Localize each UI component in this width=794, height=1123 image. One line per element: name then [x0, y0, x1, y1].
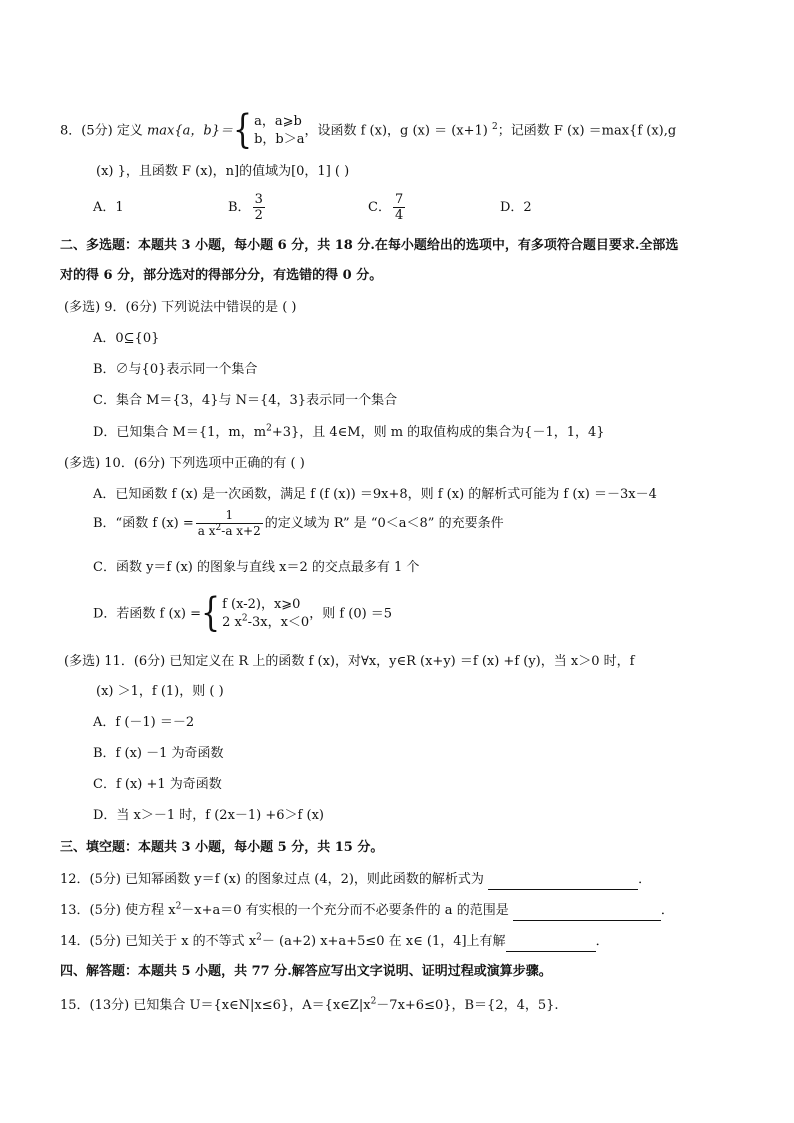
q13-exponent: 2: [175, 901, 182, 912]
q10-option-b-pre: B．“函数 f (x) =: [93, 516, 194, 531]
q9-option-c: C．集合 M＝{3，4}与 N＝{4，3}表示同一个集合: [93, 393, 398, 408]
q8-option-c-fraction: [393, 192, 405, 223]
q9-option-d: [93, 423, 605, 443]
q15-pre: 15．(13分) 已知集合 U＝{x∈N|x≤6}，A＝{x∈Z|x: [60, 998, 371, 1013]
q14-pre: 14．(5分) 已知关于 x 的不等式 x: [60, 934, 257, 949]
q13-post: －x+a＝0 有实根的一个充分而不必要条件的 a 的范围是: [181, 903, 513, 918]
q13-end: ．: [660, 903, 674, 918]
q10-den-part1: a x: [197, 524, 216, 538]
brace-icon: {: [201, 590, 221, 637]
q10-case-1: f (x-2)，x⩾0: [222, 597, 301, 612]
q11-option-c: C．f (x) +1 为奇函数: [93, 777, 222, 792]
q9-stem: (多选) 9．(6分) 下列说法中错误的是 ( ): [64, 300, 297, 315]
q13: [60, 901, 674, 921]
q13-answer-blank[interactable]: [513, 906, 661, 921]
q9-option-d-part2: +3}，且 4∈M，则 m 的取值构成的集合为{－1，1，4}: [271, 425, 605, 440]
fraction-denominator: 4: [394, 208, 404, 223]
q10-option-b-post: 的定义域为 R” 是 “0＜a＜8” 的充要条件: [264, 516, 504, 531]
section-4-heading: 四、解答题：本题共 5 小题，共 77 分.解答应写出文字说明、证明过程或演算步骤。: [60, 964, 552, 979]
q15-exponent: 2: [370, 996, 377, 1007]
q8-option-a: A．1: [93, 200, 124, 215]
q10-stem: (多选) 10．(6分) 下列选项中正确的有 ( ): [64, 456, 305, 471]
q8-option-d: D．2: [500, 200, 532, 215]
q12-end: ．: [638, 872, 652, 887]
q10-option-a: A．已知函数 f (x) 是一次函数，满足 f (f (x)) ＝9x+8，则 f (x) 的解析式可能为 f (x) ＝－3x－4: [93, 487, 657, 502]
q12-text: 12．(5分) 已知幂函数 y＝f (x) 的图象过点 (4，2)，则此函数的解析式为: [60, 872, 489, 887]
q8-exponent: 2: [492, 122, 498, 133]
q8-option-b: [228, 192, 267, 223]
q12: [60, 870, 651, 890]
q8-option-b-label: B．: [228, 200, 251, 215]
fraction-denominator: [196, 524, 263, 539]
brace-icon: {: [232, 107, 253, 154]
q10-den-exponent: 2: [215, 523, 222, 533]
q15-post: －7x+6≤0}，B＝{2，4，5}.: [376, 998, 559, 1013]
q8-cases: [254, 113, 304, 149]
q14: [60, 932, 609, 952]
q15: [60, 996, 559, 1016]
q8-option-c: [368, 192, 407, 223]
q14-post: － (a+2) x+a+5≤0 在 x∈ (1，4]上有解: [261, 934, 506, 949]
q8-case-1: a，a⩾b: [254, 114, 302, 129]
q9-option-a: A．0⊆{0}: [93, 331, 160, 346]
q8-option-b-fraction: [253, 192, 265, 223]
q8-line2: (x) }，且函数 F (x)，n]的值域为[0，1] ( ): [96, 164, 350, 179]
q12-answer-blank[interactable]: [488, 875, 638, 890]
q11-stem-line2: (x) ＞1，f (1)，则 ( ): [96, 684, 224, 699]
fraction-numerator: 1: [196, 508, 263, 524]
q14-exponent: 2: [256, 932, 262, 943]
q10-option-b-fraction: [196, 508, 263, 539]
q8-number: 8．(5分) 定义: [60, 123, 147, 139]
q10-case-2-part1: 2 x: [222, 615, 242, 630]
q14-answer-blank[interactable]: [506, 937, 596, 952]
q10-option-d-cases: [222, 596, 309, 632]
q8-tail-text: ；记函数 F (x) ＝max{f (x),g: [497, 123, 677, 139]
q10-option-d-pre: D．若函数 f (x) =: [93, 606, 201, 622]
q10-den-part2: -a x+2: [221, 524, 261, 538]
q10-option-d-post: ，则 f (0) ＝5: [309, 606, 393, 622]
fraction-numerator: 7: [394, 192, 404, 207]
section-2-heading: 二、多选题：本题共 3 小题，每小题 6 分，共 18 分.在每小题给出的选项中，有多项符合题目要求.全部选: [60, 238, 679, 253]
q10-option-b: [93, 508, 504, 539]
section-3-heading: 三、填空题：本题共 3 小题，每小题 5 分，共 15 分。: [60, 840, 384, 855]
q8-max-def: max{a，b}＝: [146, 123, 233, 139]
q9-option-b: B．∅与{0}表示同一个集合: [93, 362, 258, 377]
q11-option-b: B．f (x) －1 为奇函数: [93, 746, 224, 761]
q11-option-d: D．当 x＞－1 时，f (2x－1) +6＞f (x): [93, 808, 324, 823]
q9-option-d-part1: D．已知集合 M＝{1，m，m: [93, 425, 267, 440]
q10-case-2: [222, 614, 309, 632]
fraction-denominator: 2: [254, 208, 263, 223]
q8-mid-text: ，设函数 f (x)，g (x) ＝ (x+1): [304, 123, 493, 139]
q10-case-2-part2: -3x，x＜0: [247, 615, 310, 630]
q11-stem-line1: (多选) 11．(6分) 已知定义在 R 上的函数 f (x)，对∀x，y∈R (x+y) ＝f (x) +f (y)，当 x＞0 时，f: [64, 654, 635, 669]
q8-case-2: b，b＞a: [254, 132, 305, 147]
q14-end: ．: [595, 934, 609, 949]
q13-pre: 13．(5分) 使方程 x: [60, 903, 176, 918]
q10-case-2-exponent: 2: [241, 613, 248, 624]
q9-option-d-exponent: 2: [266, 423, 272, 434]
q8-option-c-label: C．: [368, 200, 391, 215]
q11-option-a: A．f (－1) ＝－2: [93, 715, 195, 730]
q10-option-d: [93, 590, 393, 637]
q8-line1: [60, 107, 677, 154]
q10-option-c: C．函数 y＝f (x) 的图象与直线 x＝2 的交点最多有 1 个: [93, 560, 420, 575]
fraction-numerator: 3: [254, 192, 263, 207]
section-2-heading-cont: 对的得 6 分，部分选对的得部分分，有选错的得 0 分。: [60, 268, 383, 283]
